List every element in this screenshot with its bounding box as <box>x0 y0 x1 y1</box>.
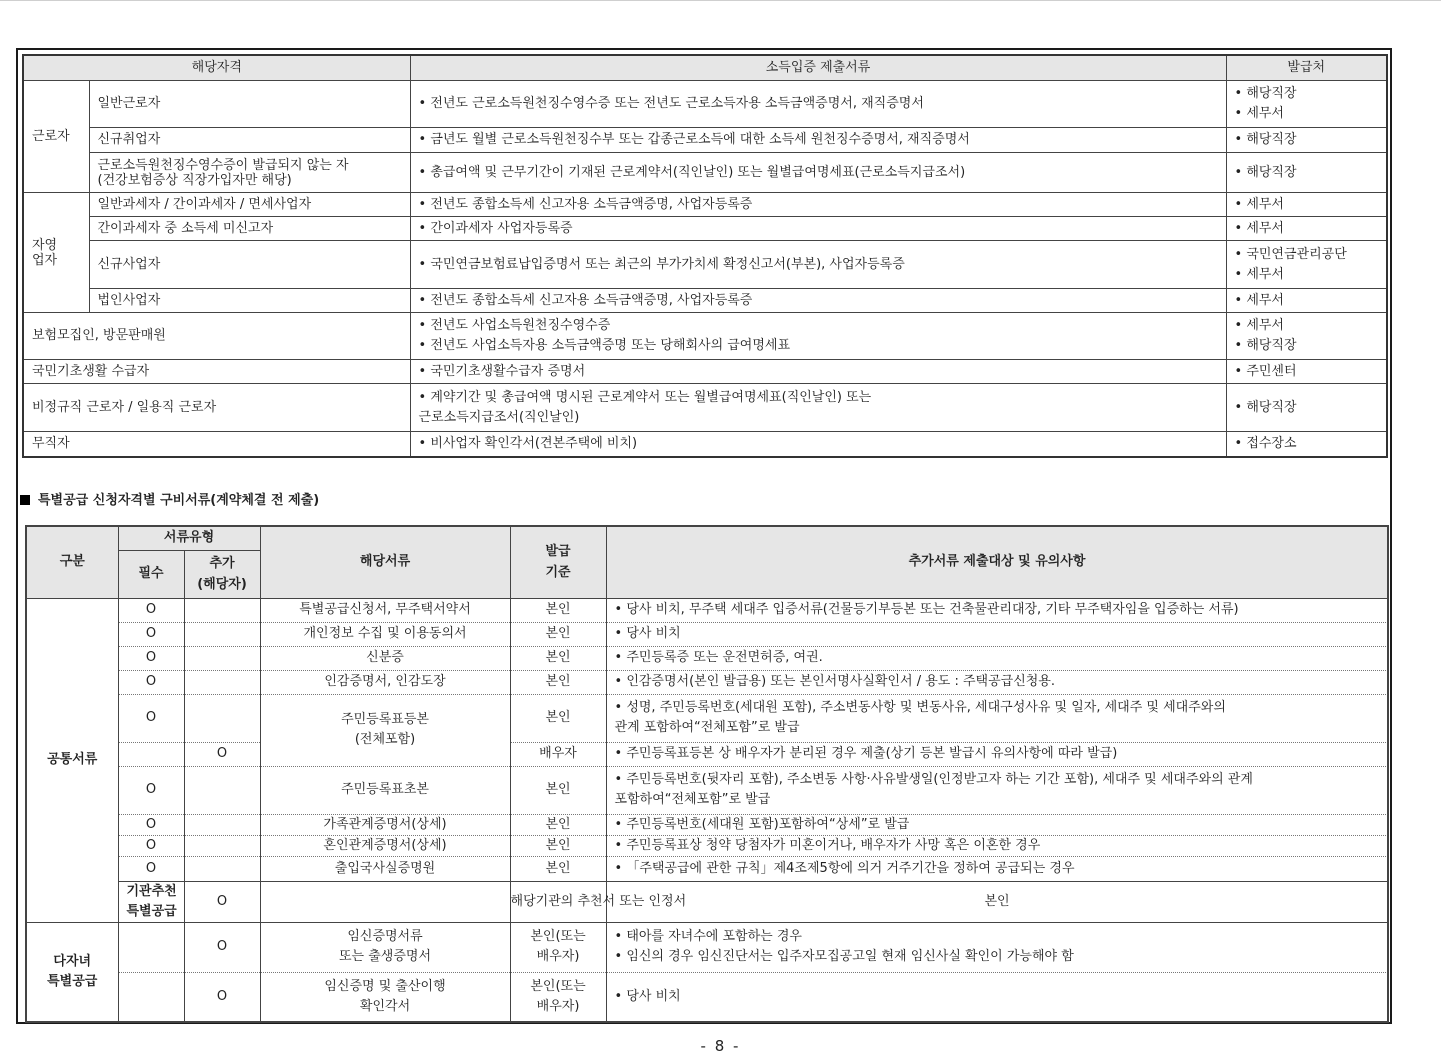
square-bullet-icon <box>20 495 30 505</box>
table-row <box>23 384 1387 432</box>
table-row <box>26 742 1388 766</box>
row-label: 일반과세자 / 간이과세자 / 면세사업자 <box>89 193 410 217</box>
required-mark <box>118 742 184 766</box>
document-name: 인감증명서, 인감도장 <box>260 670 510 694</box>
row-docs: • 전년도 종합소득세 신고자용 소득금액증명, 사업자등록증 <box>410 289 1226 313</box>
row-issuers: • 해당직장 • 세무서 <box>1226 81 1387 128</box>
document-name: 개인정보 수집 및 이용동의서 <box>260 622 510 646</box>
additional-mark <box>184 835 260 856</box>
document-name: 임신증명 및 출산이행 확인각서 <box>260 972 510 1022</box>
additional-mark <box>260 881 510 922</box>
row-issuers: • 주민센터 <box>1226 360 1387 384</box>
table-row <box>23 81 1387 128</box>
row-label: 비정규직 근로자 / 일용직 근로자 <box>23 384 410 432</box>
additional-mark <box>184 622 260 646</box>
required-mark: O <box>118 694 184 742</box>
notes: • 주민등록증 또는 운전면허증, 여권. <box>606 646 1388 670</box>
document-name: 특별공급신청서, 무주택서약서 <box>260 598 510 622</box>
row-label: 일반근로자 <box>89 81 410 128</box>
issue-basis: 본인 <box>510 766 606 814</box>
issue-basis: 본인 <box>510 598 606 622</box>
row-docs: • 국민기초생활수급자 증명서 <box>410 360 1226 384</box>
notes: • 태아를 자녀수에 포함하는 경우 • 임신의 경우 임신진단서는 입주자모집공고일 현재 임신사실 확인이 가능해야 함 <box>606 922 1388 972</box>
row-issuers: • 세무서 <box>1226 193 1387 217</box>
table-row <box>26 766 1388 814</box>
group-employee: 근로자 <box>23 81 89 193</box>
table-row <box>23 217 1387 241</box>
special-supply-documents-table <box>25 525 1389 1023</box>
table-row <box>26 922 1388 972</box>
notes: • 주민등록번호(세대원 포함)포함하여“상세”로 발급 <box>606 814 1388 835</box>
table-row <box>23 360 1387 384</box>
row-issuers: • 세무서 • 해당직장 <box>1226 313 1387 360</box>
table-header-row <box>26 526 1388 550</box>
notes: • 당사 비치 <box>606 622 1388 646</box>
issue-basis: 본인(또는 배우자) <box>510 972 606 1022</box>
document-name: 임신증명서류 또는 출생증명서 <box>260 922 510 972</box>
table-row <box>26 646 1388 670</box>
issue-basis: 본인 <box>606 881 1388 922</box>
required-mark: O <box>118 598 184 622</box>
additional-mark <box>184 814 260 835</box>
row-label: 근로소득원천징수영수증이 발급되지 않는 자 (건강보험증상 직장가입자만 해당) <box>89 153 410 193</box>
top-divider <box>0 0 1441 1</box>
header-basis: 발급 기준 <box>510 526 606 598</box>
table-row <box>23 313 1387 360</box>
additional-mark <box>184 670 260 694</box>
additional-mark: O <box>184 922 260 972</box>
document-name: 혼인관계증명서(상세) <box>260 835 510 856</box>
required-mark: O <box>118 856 184 881</box>
document-name: 주민등록표초본 <box>260 766 510 814</box>
document-name: 주민등록표등본 (전체포함) <box>260 694 510 766</box>
row-docs: • 전년도 근로소득원천징수영수증 또는 전년도 근로소득자용 소득금액증명서, 재직증명서 <box>410 81 1226 128</box>
table-row <box>26 694 1388 742</box>
row-label: 국민기초생활 수급자 <box>23 360 410 384</box>
required-mark: O <box>118 766 184 814</box>
required-mark <box>118 972 184 1022</box>
issue-basis: 본인(또는 배우자) <box>510 922 606 972</box>
row-issuers: • 세무서 <box>1226 289 1387 313</box>
required-mark <box>118 922 184 972</box>
header-required: 필수 <box>118 550 184 598</box>
required-mark: O <box>118 835 184 856</box>
row-label: 무직자 <box>23 432 410 457</box>
header-doc-type: 서류유형 <box>118 526 260 550</box>
header-issuer: 발급처 <box>1226 55 1387 81</box>
group-common: 공통서류 <box>26 598 118 922</box>
table-row <box>26 622 1388 646</box>
row-docs: • 간이과세자 사업자등록증 <box>410 217 1226 241</box>
table-row <box>26 881 1388 922</box>
document-name: 신분증 <box>260 646 510 670</box>
row-label: 보험모집인, 방문판매원 <box>23 313 410 360</box>
issue-basis: 본인 <box>510 694 606 742</box>
row-docs: • 총급여액 및 근무기간이 기재된 근로계약서(직인날인) 또는 월별급여명세표(근로소득지급조서) <box>410 153 1226 193</box>
required-mark: O <box>118 670 184 694</box>
header-category: 구분 <box>26 526 118 598</box>
table-row <box>26 814 1388 835</box>
notes: • 「주택공급에 관한 규칙」제4조제5항에 의거 거주기간을 정하여 공급되는 경우 <box>606 856 1388 881</box>
document-name: 가족관계증명서(상세) <box>260 814 510 835</box>
notes: • 주민등록번호(뒷자리 포함), 주소변동 사항·사유발생일(인정받고자 하는 기간 포함), 세대주 및 세대주와의 관계 포함하여“전체포함”로 발급 <box>606 766 1388 814</box>
required-mark: O <box>118 622 184 646</box>
issue-basis: 본인 <box>510 856 606 881</box>
page-number: - 8 - <box>700 1037 741 1055</box>
section-title <box>20 491 319 511</box>
notes: • 주민등록표상 청약 당첨자가 미혼이거나, 배우자가 사망 혹은 이혼한 경우 <box>606 835 1388 856</box>
required-mark: O <box>118 646 184 670</box>
row-label: 간이과세자 중 소득세 미신고자 <box>89 217 410 241</box>
row-docs: • 국민연금보험료납입증명서 또는 최근의 부가가치세 확정신고서(부본), 사업자등록증 <box>410 241 1226 289</box>
table-row <box>23 289 1387 313</box>
issue-basis: 본인 <box>510 814 606 835</box>
issue-basis: 본인 <box>510 670 606 694</box>
row-issuers: • 해당직장 <box>1226 128 1387 153</box>
table-row <box>23 241 1387 289</box>
row-docs: • 전년도 사업소득원천징수영수증 • 전년도 사업소득자용 소득금액증명 또는 당해회사의 급여명세표 <box>410 313 1226 360</box>
row-label: 신규사업자 <box>89 241 410 289</box>
notes: • 인감증명서(본인 발급용) 또는 본인서명사실확인서 / 용도 : 주택공급신청용. <box>606 670 1388 694</box>
table-row <box>23 153 1387 193</box>
required-mark: O <box>118 814 184 835</box>
row-issuers: • 국민연금관리공단 • 세무서 <box>1226 241 1387 289</box>
row-docs: • 계약기간 및 총급여액 명시된 근로계약서 또는 월별급여명세표(직인날인) 또는 근로소득지급조서(직인날인) <box>410 384 1226 432</box>
table-row <box>23 193 1387 217</box>
additional-mark <box>184 766 260 814</box>
row-docs: • 전년도 종합소득세 신고자용 소득금액증명, 사업자등록증 <box>410 193 1226 217</box>
table-row <box>23 128 1387 153</box>
income-proof-table <box>22 54 1388 458</box>
document-name: 해당기관의 추천서 또는 인정서 <box>510 881 606 922</box>
table-header-row <box>23 55 1387 81</box>
row-issuers: • 해당직장 <box>1226 384 1387 432</box>
group-institution: 기관추천 특별공급 <box>118 881 184 922</box>
header-document: 해당서류 <box>260 526 510 598</box>
row-docs: • 비사업자 확인각서(견본주택에 비치) <box>410 432 1226 457</box>
row-issuers: • 해당직장 <box>1226 153 1387 193</box>
header-qualification: 해당자격 <box>23 55 410 81</box>
table-row <box>26 972 1388 1022</box>
group-selfemployed: 자영 업자 <box>23 193 89 313</box>
section-title-text: 특별공급 신청자격별 구비서류(계약체결 전 제출) <box>38 493 320 508</box>
group-multichild: 다자녀 특별공급 <box>26 922 118 1022</box>
table-row <box>26 670 1388 694</box>
row-docs: • 금년도 월별 근로소득원천징수부 또는 갑종근로소득에 대한 소득세 원천징수증명서, 재직증명서 <box>410 128 1226 153</box>
issue-basis: 본인 <box>510 622 606 646</box>
notes: • 당사 비치, 무주택 세대주 입증서류(건물등기부등본 또는 건축물관리대장, 기타 무주택자임을 입증하는 서류) <box>606 598 1388 622</box>
header-documents: 소득입증 제출서류 <box>410 55 1226 81</box>
table-row <box>26 835 1388 856</box>
row-issuers: • 세무서 <box>1226 217 1387 241</box>
issue-basis: 배우자 <box>510 742 606 766</box>
additional-mark: O <box>184 742 260 766</box>
issue-basis: 본인 <box>510 646 606 670</box>
table-row <box>26 598 1388 622</box>
additional-mark <box>184 856 260 881</box>
document-name: 출입국사실증명원 <box>260 856 510 881</box>
additional-mark: O <box>184 972 260 1022</box>
table-row <box>23 432 1387 457</box>
header-additional: 추가 (해당자) <box>184 550 260 598</box>
notes: • 당사 비치 <box>606 972 1388 1022</box>
row-label: 신규취업자 <box>89 128 410 153</box>
table-row <box>26 856 1388 881</box>
row-issuers: • 접수장소 <box>1226 432 1387 457</box>
row-label: 법인사업자 <box>89 289 410 313</box>
notes: • 주민등록표등본 상 배우자가 분리된 경우 제출(상기 등본 발급시 유의사항에 따라 발급) <box>606 742 1388 766</box>
additional-mark <box>184 598 260 622</box>
additional-mark <box>184 646 260 670</box>
header-notes: 추가서류 제출대상 및 유의사항 <box>606 526 1388 598</box>
issue-basis: 본인 <box>510 835 606 856</box>
notes: • 성명, 주민등록번호(세대원 포함), 주소변동사항 및 변동사유, 세대구성사유 및 일자, 세대주 및 세대주와의 관계 포함하여“전체포함”로 발급 <box>606 694 1388 742</box>
required-mark: O <box>184 881 260 922</box>
additional-mark <box>184 694 260 742</box>
